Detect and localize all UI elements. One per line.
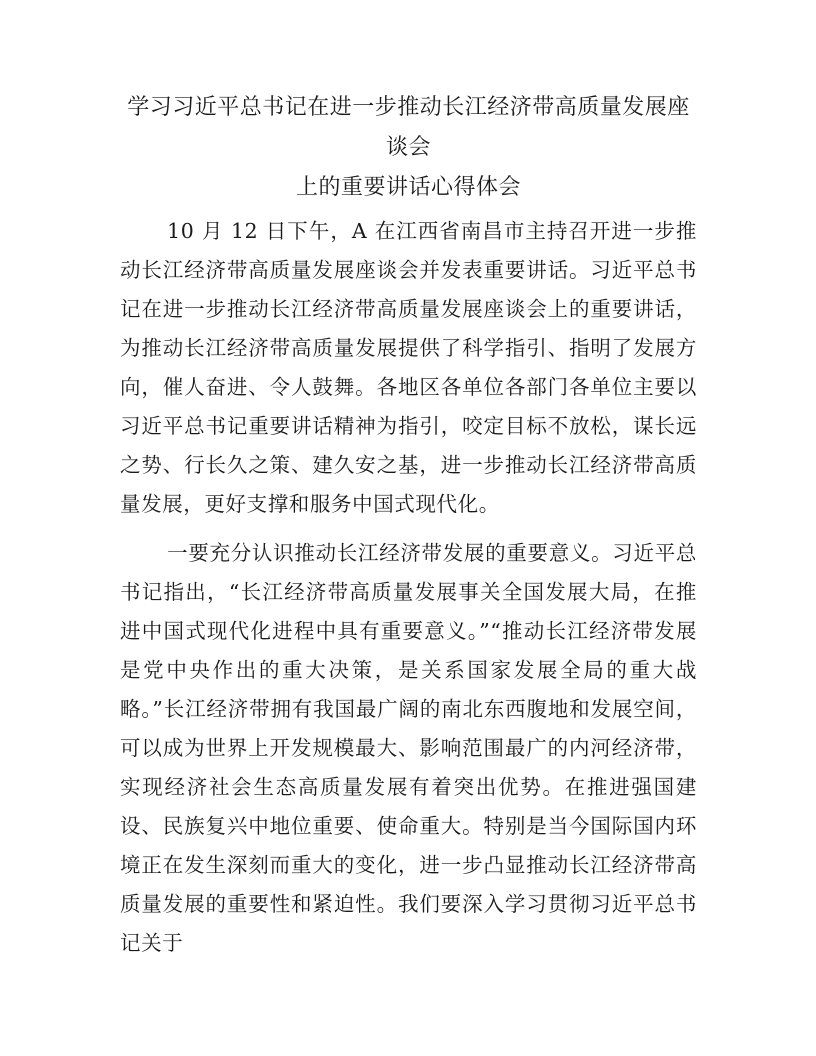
- document-title: [120, 88, 697, 208]
- title-line-2: 上的重要讲话心得体会: [295, 175, 521, 200]
- paragraph-2: 一要充分认识推动长江经济带发展的重要意义。习近平总书记指出，“长江经济带高质量发展事关全国发展大局，在推进中国式现代化进程中具有重要意义。”“推动长江经济带发展是党中央作出的重大决策，是关系国家发展全局的重大战略。”长江经济带拥有我国最广阔的南北东西腹地和发展空间，可以成为世界上开发规模最大、影响范围最广的内河经济带，实现经济社会生态高质量发展有着突出优势。在推进强国建设、民族复兴中地位重要、使命重大。特别是当今国际国内环境正在发生深刻而重大的变化，进一步凸显推动长江经济带高质量发展的重要性和紧迫性。我们要深入学习贯彻习近平总书记关于: [120, 541, 697, 955]
- paragraph-1: 10 月 12 日下午，A 在江西省南昌市主持召开进一步推动长江经济带高质量发展座谈会并发表重要讲话。习近平总书记在进一步推动长江经济带高质量发展座谈会上的重要讲话，为推动长江经济带高质量发展提供了科学指引、指明了发展方向，催人奋进、令人鼓舞。各地区各单位各部门各单位主要以习近平总书记重要讲话精神为指引，咬定目标不放松，谋长远之势、行长久之策、建久安之基，进一步推动长江经济带高质量发展，更好支撑和服务中国式现代化。: [120, 219, 697, 516]
- document-page: [120, 88, 697, 963]
- title-line-1: 学习习近平总书记在进一步推动长江经济带高质量发展座谈会: [127, 95, 690, 160]
